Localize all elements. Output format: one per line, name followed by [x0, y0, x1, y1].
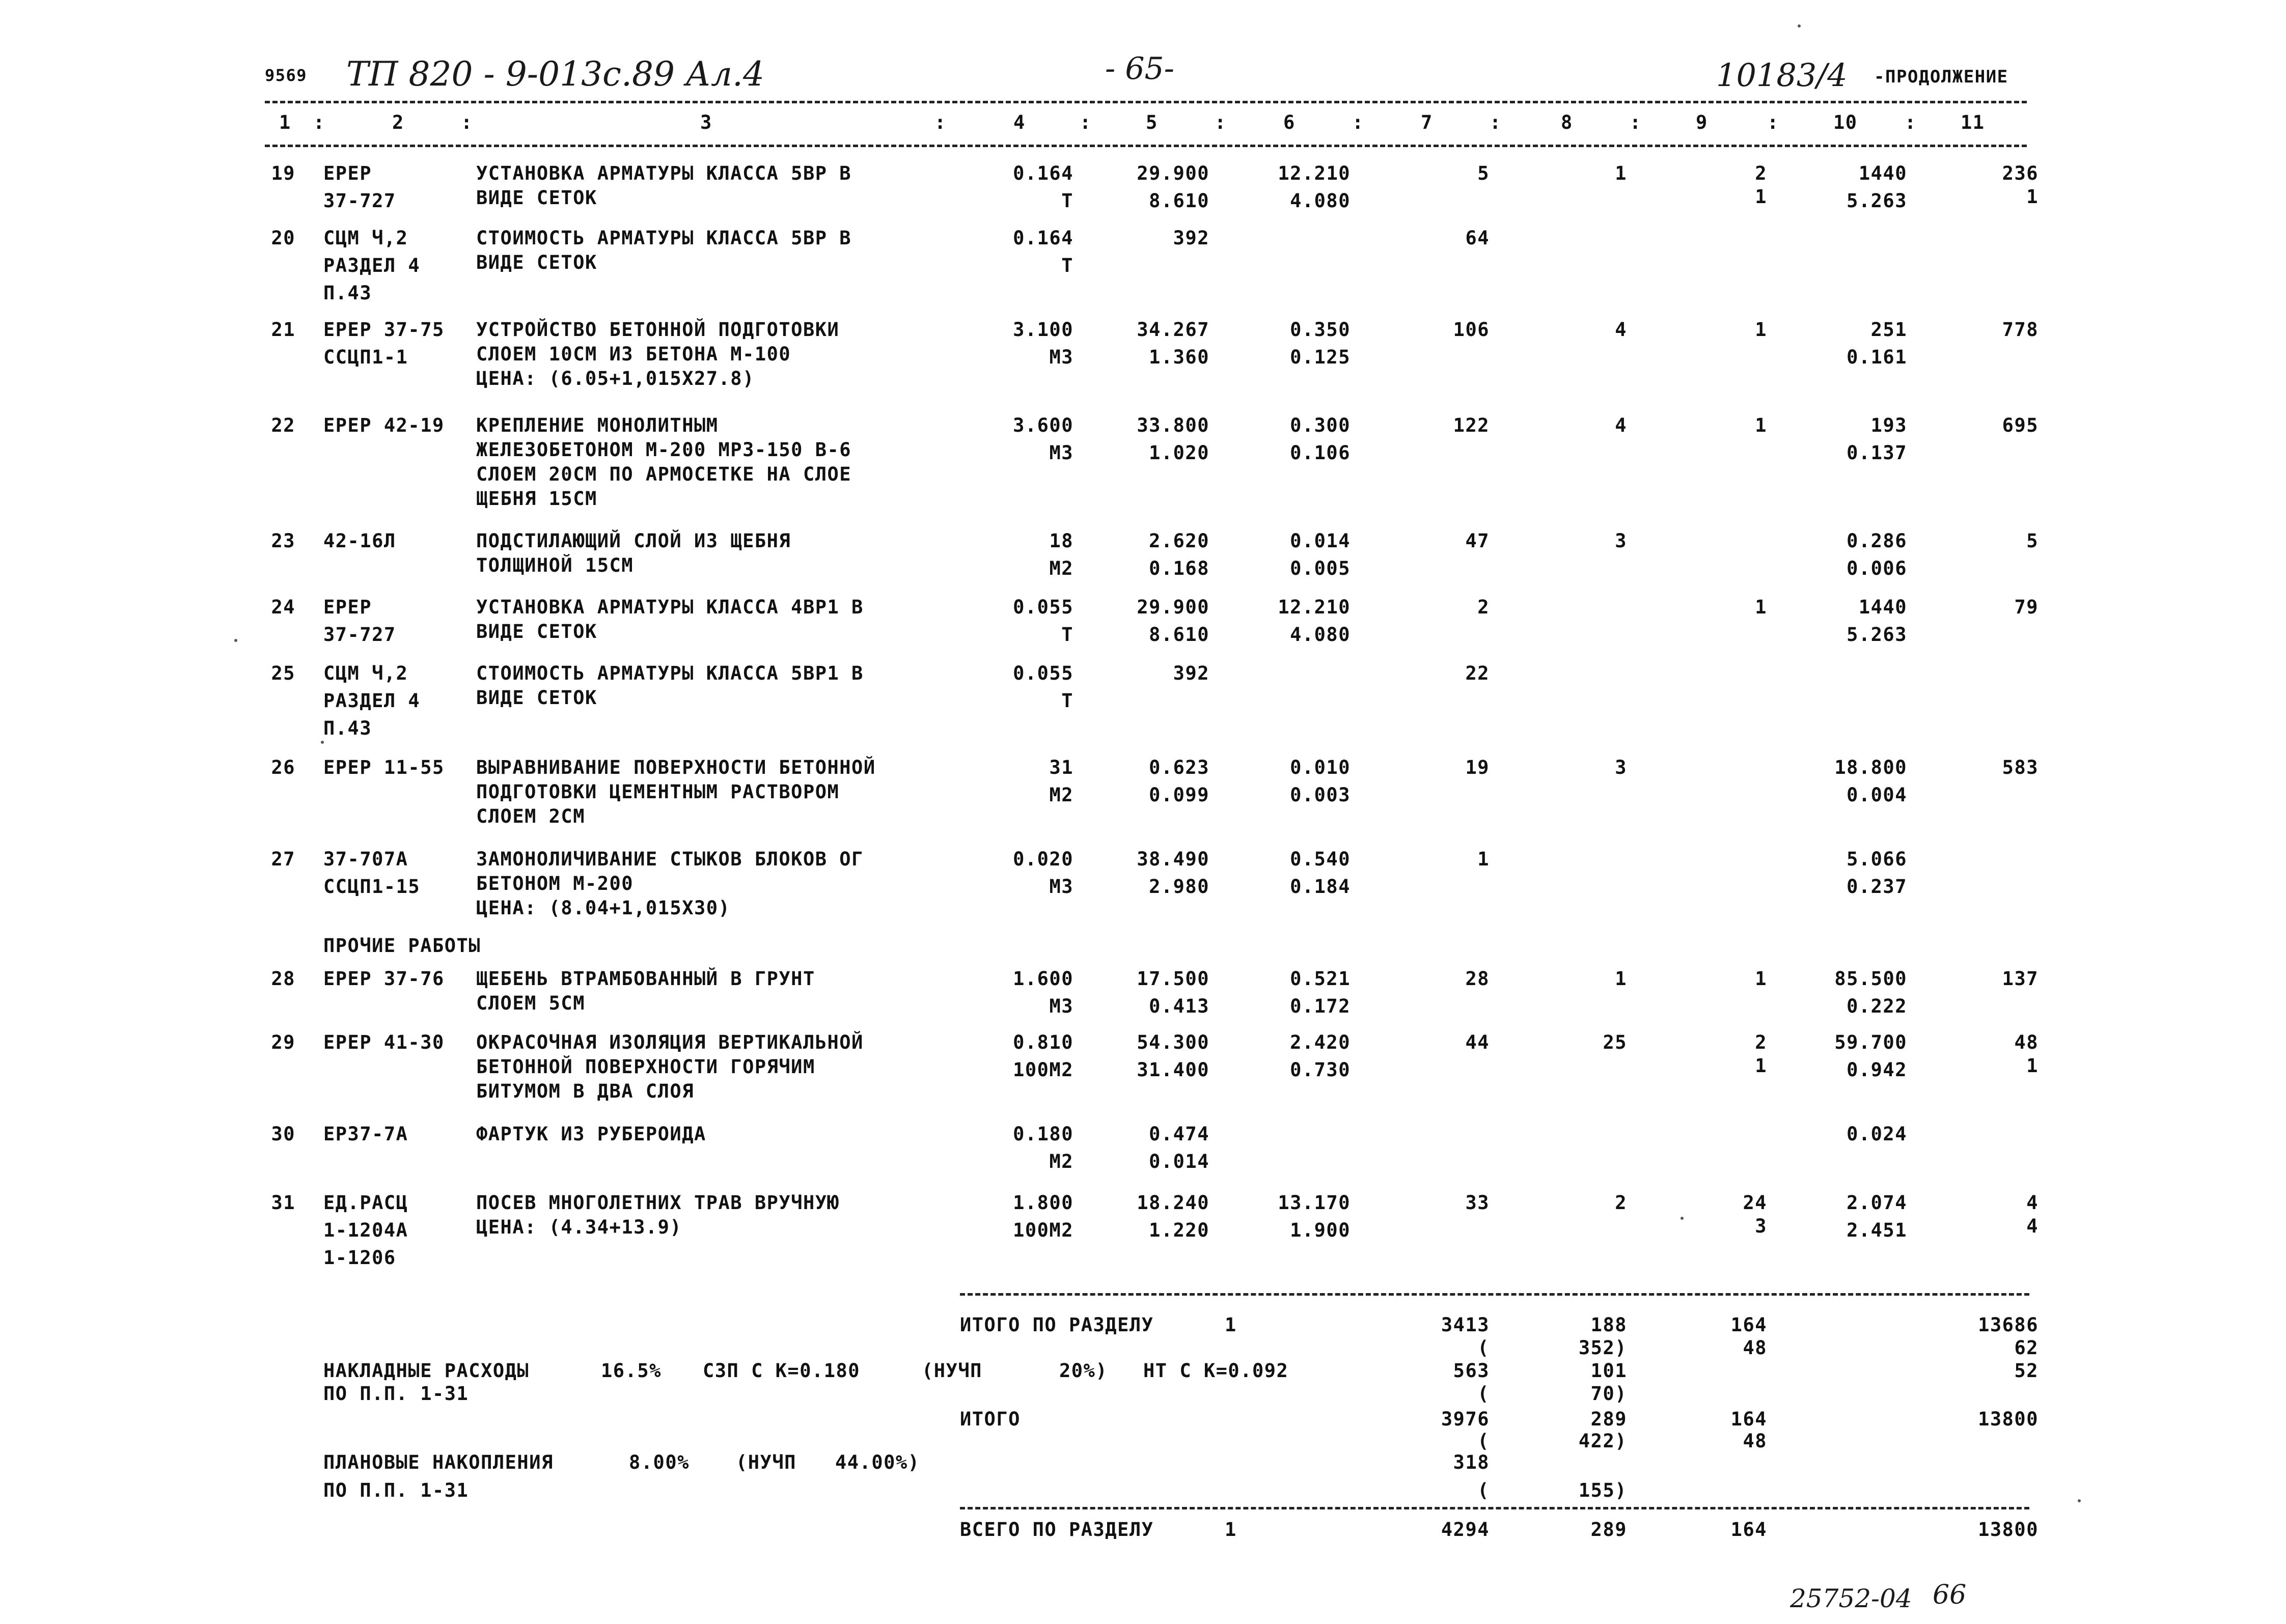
labor-col11: 695 [2002, 414, 2039, 436]
other-works-heading: ПРОЧИЕ РАБОТЫ [323, 935, 481, 957]
labor-col10: 0.161 [1847, 346, 1907, 368]
row-code: 1-1206 [323, 1247, 396, 1269]
row-description: ЩЕБЕНЬ ВТРАМБОВАННЫЙ В ГРУНТ [476, 968, 815, 990]
vsego-col11: 13800 [1978, 1519, 2039, 1541]
row-description: ПОДСТИЛАЮЩИЙ СЛОЙ ИЗ ЩЕБНЯ [476, 530, 791, 552]
labor-col10: 0.006 [1847, 557, 1907, 579]
itogo-razdel-col9b: 48 [1743, 1337, 1767, 1359]
itogo-razdel-col8: 188 [1590, 1314, 1627, 1336]
row-description: ФАРТУК ИЗ РУБЕРОИДА [476, 1123, 706, 1145]
total-col7: 19 [1465, 757, 1490, 778]
unit-cost: 0.623 [1149, 757, 1209, 778]
header-rule-bottom [265, 145, 2027, 147]
doc-number: 9569 [265, 66, 308, 85]
row-code: ЕРЕР [323, 596, 372, 618]
column-number: 11 [1961, 111, 1985, 133]
unit-cost: 54.300 [1137, 1031, 1209, 1053]
unit-cost: 2.620 [1149, 530, 1209, 552]
row-number: 31 [271, 1192, 295, 1214]
itogo-razdel-col7: 3413 [1441, 1314, 1490, 1336]
row-code: РАЗДЕЛ 4 [323, 255, 421, 276]
scan-speck [321, 741, 324, 744]
unit-cost: 1.220 [1149, 1219, 1209, 1241]
labor-col10: 0.024 [1847, 1123, 1907, 1145]
row-number: 26 [271, 757, 295, 778]
quantity: 0.055 [1013, 596, 1073, 618]
row-code: ЕР37-7А [323, 1123, 408, 1145]
column-separator: : [461, 111, 473, 133]
labor-col10: 193 [1870, 414, 1907, 436]
planned-label: ПЛАНОВЫЕ НАКОПЛЕНИЯ [323, 1451, 554, 1473]
row-description: ТОЛЩИНОЙ 15СМ [476, 554, 634, 576]
total-col8: 1 [1615, 968, 1627, 990]
total-col9: 1 [1755, 414, 1767, 436]
row-description: ЖЕЛЕЗОБЕТОНОМ М-200 МРЗ-150 В-6 [476, 439, 852, 461]
vsego-col9: 164 [1730, 1519, 1767, 1541]
total-col8: 1 [1615, 162, 1627, 184]
total-col7: 28 [1465, 968, 1490, 990]
unit-cost: 8.610 [1149, 190, 1209, 212]
cost-col6: 12.210 [1278, 596, 1351, 618]
labor-col10: 0.137 [1847, 442, 1907, 464]
unit-cost: 392 [1173, 227, 1209, 249]
row-code: ССЦП1-1 [323, 346, 408, 368]
labor-col10: 2.074 [1847, 1192, 1907, 1214]
row-number: 23 [271, 530, 295, 552]
column-separator: : [313, 111, 325, 133]
row-code: ЕРЕР 41-30 [323, 1031, 445, 1053]
column-number: 4 [1013, 111, 1026, 133]
reference-number: 10183/4 [1716, 57, 1848, 94]
cost-col6: 4.080 [1290, 190, 1351, 212]
row-description: БЕТОНОМ М-200 [476, 873, 634, 894]
total-col7: 106 [1453, 319, 1490, 341]
quantity: Т [1061, 190, 1073, 212]
row-number: 28 [271, 968, 295, 990]
labor-col10: 5.263 [1847, 190, 1907, 212]
itogo-razdel-col11b: 62 [2014, 1337, 2039, 1359]
cost-col6: 13.170 [1278, 1192, 1351, 1214]
cost-col6: 0.005 [1290, 557, 1351, 579]
total-col8: 2 [1615, 1192, 1627, 1214]
quantity: 0.810 [1013, 1031, 1073, 1053]
column-separator: : [1080, 111, 1092, 133]
cost-col6: 0.010 [1290, 757, 1351, 778]
archive-stamp: 25752-04 [1790, 1584, 1912, 1613]
itogo-razdel-col8b: 352) [1578, 1337, 1627, 1359]
itogo-col8b: 422) [1578, 1430, 1627, 1452]
row-description: ВИДЕ СЕТОК [476, 251, 597, 273]
quantity: 0.020 [1013, 848, 1073, 870]
cost-col6: 0.172 [1290, 995, 1351, 1017]
column-number: 6 [1283, 111, 1296, 133]
cost-col6: 0.014 [1290, 530, 1351, 552]
row-description: ВИДЕ СЕТОК [476, 187, 597, 209]
quantity: 0.180 [1013, 1123, 1073, 1145]
total-col8: 4 [1615, 414, 1627, 436]
unit-cost: 34.267 [1137, 319, 1209, 341]
row-description: ЦЕНА: (8.04+1,015Х30) [476, 897, 731, 919]
unit-cost: 2.980 [1149, 876, 1209, 898]
row-number: 27 [271, 848, 295, 870]
overhead-pct: 20%) [1059, 1360, 1108, 1382]
row-code: ССЦП1-15 [323, 876, 421, 898]
row-number: 29 [271, 1031, 295, 1053]
itogo-col9b: 48 [1743, 1430, 1767, 1452]
labor-col10: 5.066 [1847, 848, 1907, 870]
overhead-nuchp: (НУЧП [922, 1360, 982, 1382]
labor-col10: 1440 [1858, 596, 1907, 618]
overhead-col11: 52 [2014, 1360, 2039, 1382]
overhead-col7b: ( [1477, 1383, 1490, 1405]
unit-cost: 38.490 [1137, 848, 1209, 870]
row-description: ЦЕНА: (6.05+1,015Х27.8) [476, 368, 755, 389]
unit-cost: 31.400 [1137, 1059, 1209, 1081]
itogo-col8: 289 [1590, 1408, 1627, 1430]
column-number: 7 [1421, 111, 1433, 133]
itogo-col7b: ( [1477, 1430, 1490, 1452]
overhead-col8b: 70) [1590, 1383, 1627, 1405]
labor-col11: 583 [2002, 757, 2039, 778]
row-number: 19 [271, 162, 295, 184]
row-code: ЕРЕР 37-75 [323, 319, 445, 341]
total-col7: 33 [1465, 1192, 1490, 1214]
razdel-number: 1 [1225, 1314, 1237, 1336]
scan-speck [234, 639, 237, 642]
overhead-szp: СЗП С К=0.180 [703, 1360, 861, 1382]
quantity: 0.055 [1013, 662, 1073, 684]
total-col8: 25 [1603, 1031, 1627, 1053]
column-number: 3 [700, 111, 712, 133]
total-col9: 2 [1755, 162, 1767, 184]
total-col7: 44 [1465, 1031, 1490, 1053]
row-description: КРЕПЛЕНИЕ МОНОЛИТНЫМ [476, 414, 719, 436]
row-description: СЛОЕМ 20СМ ПО АРМОСЕТКЕ НА СЛОЕ [476, 463, 852, 485]
labor-col10: 85.500 [1834, 968, 1907, 990]
total-col9: 3 [1755, 1215, 1767, 1237]
cost-col6: 0.106 [1290, 442, 1351, 464]
row-description: ПОСЕВ МНОГОЛЕТНИХ ТРАВ ВРУЧНУЮ [476, 1192, 840, 1214]
column-number: 2 [392, 111, 404, 133]
total-col9: 1 [1755, 186, 1767, 208]
overhead-scope: ПО П.П. 1-31 [323, 1383, 469, 1405]
quantity: Т [1061, 690, 1073, 712]
row-description: СЛОЕМ 2СМ [476, 805, 585, 827]
quantity: М3 [1049, 876, 1073, 898]
cost-col6: 0.540 [1290, 848, 1351, 870]
vsego-col7: 4294 [1441, 1519, 1490, 1541]
unit-cost: 29.900 [1137, 596, 1209, 618]
itogo-col11: 13800 [1978, 1408, 2039, 1430]
cost-col6: 1.900 [1290, 1219, 1351, 1241]
row-code: 37-727 [323, 190, 396, 212]
cost-col6: 0.350 [1290, 319, 1351, 341]
planned-scope: ПО П.П. 1-31 [323, 1479, 469, 1501]
itogo-label: ИТОГО [960, 1408, 1021, 1430]
row-description: ЩЕБНЯ 15СМ [476, 488, 597, 510]
cost-col6: 2.420 [1290, 1031, 1351, 1053]
row-number: 30 [271, 1123, 295, 1145]
cost-col6: 0.730 [1290, 1059, 1351, 1081]
row-code: 1-1204А [323, 1219, 408, 1241]
labor-col10: 0.222 [1847, 995, 1907, 1017]
cost-col6: 4.080 [1290, 624, 1351, 646]
unit-cost: 0.168 [1149, 557, 1209, 579]
vsego-label: ВСЕГО ПО РАЗДЕЛУ [960, 1519, 1154, 1541]
row-description: ЦЕНА: (4.34+13.9) [476, 1216, 682, 1238]
total-col9: 1 [1755, 596, 1767, 618]
row-code: ЕРЕР 42-19 [323, 414, 445, 436]
itogo-razdel-col11: 13686 [1978, 1314, 2039, 1336]
column-separator: : [1630, 111, 1642, 133]
labor-col11: 4 [2026, 1192, 2039, 1214]
quantity: 0.164 [1013, 227, 1073, 249]
header-rule-top [265, 101, 2027, 103]
row-description: БИТУМОМ В ДВА СЛОЯ [476, 1080, 694, 1102]
quantity: Т [1061, 255, 1073, 276]
labor-col11: 1 [2026, 186, 2039, 208]
cost-col6: 12.210 [1278, 162, 1351, 184]
quantity: 100М2 [1013, 1059, 1073, 1081]
row-number: 22 [271, 414, 295, 436]
row-code: 37-727 [323, 624, 396, 646]
labor-col10: 251 [1870, 319, 1907, 341]
column-separator: : [1490, 111, 1502, 133]
row-code: ЕРЕР 11-55 [323, 757, 445, 778]
overhead-rate: 16.5% [601, 1360, 662, 1382]
cost-col6: 0.125 [1290, 346, 1351, 368]
quantity: М3 [1049, 346, 1073, 368]
labor-col11: 4 [2026, 1215, 2039, 1237]
quantity: М3 [1049, 995, 1073, 1017]
labor-col11: 5 [2026, 530, 2039, 552]
unit-cost: 1.020 [1149, 442, 1209, 464]
row-code: СЦМ Ч,2 [323, 662, 408, 684]
row-code: ЕРЕР 37-76 [323, 968, 445, 990]
unit-cost: 18.240 [1137, 1192, 1209, 1214]
quantity: 3.600 [1013, 414, 1073, 436]
quantity: М3 [1049, 442, 1073, 464]
itogo-razdel-col9: 164 [1730, 1314, 1767, 1336]
cost-col6: 0.521 [1290, 968, 1351, 990]
row-number: 20 [271, 227, 295, 249]
itogo-razdel-label: ИТОГО ПО РАЗДЕЛУ [960, 1314, 1154, 1336]
row-number: 25 [271, 662, 295, 684]
total-col7: 122 [1453, 414, 1490, 436]
planned-col8b: 155) [1578, 1479, 1627, 1501]
total-col8: 3 [1615, 757, 1627, 778]
continuation-label: -ПРОДОЛЖЕНИЕ [1874, 67, 2008, 87]
total-col9: 1 [1755, 1055, 1767, 1077]
column-separator: : [934, 111, 947, 133]
row-code: П.43 [323, 282, 372, 304]
quantity: М2 [1049, 1151, 1073, 1172]
row-code: П.43 [323, 717, 372, 739]
total-col7: 22 [1465, 662, 1490, 684]
quantity: М2 [1049, 784, 1073, 806]
unit-cost: 29.900 [1137, 162, 1209, 184]
quantity: М2 [1049, 557, 1073, 579]
row-code: 42-16Л [323, 530, 396, 552]
total-col9: 1 [1755, 968, 1767, 990]
total-rule [960, 1507, 2029, 1509]
summary-rule [960, 1293, 2029, 1296]
cost-col6: 0.003 [1290, 784, 1351, 806]
overhead-col8: 101 [1590, 1360, 1627, 1382]
row-description: СЛОЕМ 5СМ [476, 992, 585, 1014]
planned-pct: 44.00%) [835, 1451, 920, 1473]
quantity: 1.600 [1013, 968, 1073, 990]
planned-rate: 8.00% [629, 1451, 690, 1473]
cost-col6: 0.184 [1290, 876, 1351, 898]
row-code: ЕД.РАСЦ [323, 1192, 408, 1214]
quantity: 0.164 [1013, 162, 1073, 184]
column-number: 10 [1833, 111, 1858, 133]
total-col9: 1 [1755, 319, 1767, 341]
labor-col10: 1440 [1858, 162, 1907, 184]
quantity: 1.800 [1013, 1192, 1073, 1214]
labor-col11: 1 [2026, 1055, 2039, 1077]
total-col9: 24 [1743, 1192, 1767, 1214]
itogo-razdel-col7b: ( [1477, 1337, 1490, 1359]
row-description: ВИДЕ СЕТОК [476, 687, 597, 709]
cost-col6: 0.300 [1290, 414, 1351, 436]
row-description: ОКРАСОЧНАЯ ИЗОЛЯЦИЯ ВЕРТИКАЛЬНОЙ [476, 1031, 864, 1053]
row-number: 24 [271, 596, 295, 618]
row-description: ВЫРАВНИВАНИЕ ПОВЕРХНОСТИ БЕТОННОЙ [476, 757, 876, 778]
labor-col10: 0.237 [1847, 876, 1907, 898]
labor-col10: 0.286 [1847, 530, 1907, 552]
row-description: СЛОЕМ 10СМ ИЗ БЕТОНА М-100 [476, 343, 791, 365]
row-code: ЕРЕР [323, 162, 372, 184]
row-description: ЗАМОНОЛИЧИВАНИЕ СТЫКОВ БЛОКОВ ОГ [476, 848, 864, 870]
total-col7: 5 [1477, 162, 1490, 184]
planned-nuchp: (НУЧП [736, 1451, 796, 1473]
labor-col10: 5.263 [1847, 624, 1907, 646]
total-col8: 3 [1615, 530, 1627, 552]
quantity: 18 [1049, 530, 1073, 552]
labor-col10: 0.004 [1847, 784, 1907, 806]
vsego-razdel-number: 1 [1225, 1519, 1237, 1541]
row-description: ВИДЕ СЕТОК [476, 621, 597, 642]
column-number: 9 [1696, 111, 1708, 133]
column-separator: : [1905, 111, 1917, 133]
quantity: 3.100 [1013, 319, 1073, 341]
quantity: 31 [1049, 757, 1073, 778]
scan-speck [2078, 1499, 2081, 1502]
column-number: 5 [1146, 111, 1158, 133]
row-number: 21 [271, 319, 295, 341]
itogo-col9: 164 [1730, 1408, 1767, 1430]
itogo-col7: 3976 [1441, 1408, 1490, 1430]
unit-cost: 0.474 [1149, 1123, 1209, 1145]
unit-cost: 33.800 [1137, 414, 1209, 436]
project-code: ТП 820 - 9-013с.89 Ал.4 [346, 54, 764, 94]
total-col7: 2 [1477, 596, 1490, 618]
column-separator: : [1767, 111, 1779, 133]
unit-cost: 17.500 [1137, 968, 1209, 990]
planned-col7: 318 [1453, 1451, 1490, 1473]
scan-speck [1798, 24, 1801, 27]
sheet-number: 66 [1933, 1580, 1967, 1610]
column-separator: : [1352, 111, 1364, 133]
total-col7: 47 [1465, 530, 1490, 552]
overhead-nt: НТ С К=0.092 [1143, 1360, 1289, 1382]
row-description: УСТРОЙСТВО БЕТОННОЙ ПОДГОТОВКИ [476, 319, 840, 341]
row-code: СЦМ Ч,2 [323, 227, 408, 249]
labor-col11: 236 [2002, 162, 2039, 184]
row-description: УСТАНОВКА АРМАТУРЫ КЛАССА 4ВР1 В [476, 596, 864, 618]
row-code: 37-707А [323, 848, 408, 870]
row-description: СТОИМОСТЬ АРМАТУРЫ КЛАССА 5ВР1 В [476, 662, 864, 684]
labor-col11: 79 [2014, 596, 2039, 618]
unit-cost: 0.014 [1149, 1151, 1209, 1172]
labor-col11: 778 [2002, 319, 2039, 341]
overhead-label: НАКЛАДНЫЕ РАСХОДЫ [323, 1360, 530, 1382]
quantity: 100М2 [1013, 1219, 1073, 1241]
labor-col10: 59.700 [1834, 1031, 1907, 1053]
unit-cost: 392 [1173, 662, 1209, 684]
unit-cost: 1.360 [1149, 346, 1209, 368]
labor-col10: 2.451 [1847, 1219, 1907, 1241]
vsego-col8: 289 [1590, 1519, 1627, 1541]
row-description: СТОИМОСТЬ АРМАТУРЫ КЛАССА 5ВР В [476, 227, 852, 249]
planned-col7b: ( [1477, 1479, 1490, 1501]
page-number: - 65- [1105, 51, 1174, 87]
total-col9: 2 [1755, 1031, 1767, 1053]
column-number: 1 [279, 111, 291, 133]
labor-col11: 48 [2014, 1031, 2039, 1053]
row-description: БЕТОННОЙ ПОВЕРХНОСТИ ГОРЯЧИМ [476, 1056, 815, 1078]
unit-cost: 0.099 [1149, 784, 1209, 806]
scan-speck [1681, 1217, 1684, 1220]
overhead-col7: 563 [1453, 1360, 1490, 1382]
labor-col10: 18.800 [1834, 757, 1907, 778]
unit-cost: 8.610 [1149, 624, 1209, 646]
total-col7: 64 [1465, 227, 1490, 249]
unit-cost: 0.413 [1149, 995, 1209, 1017]
labor-col10: 0.942 [1847, 1059, 1907, 1081]
labor-col11: 137 [2002, 968, 2039, 990]
row-description: ПОДГОТОВКИ ЦЕМЕНТНЫМ РАСТВОРОМ [476, 781, 840, 803]
column-separator: : [1215, 111, 1227, 133]
row-description: УСТАНОВКА АРМАТУРЫ КЛАССА 5ВР В [476, 162, 852, 184]
total-col8: 4 [1615, 319, 1627, 341]
row-code: РАЗДЕЛ 4 [323, 690, 421, 712]
column-number: 8 [1561, 111, 1573, 133]
quantity: Т [1061, 624, 1073, 646]
total-col7: 1 [1477, 848, 1490, 870]
